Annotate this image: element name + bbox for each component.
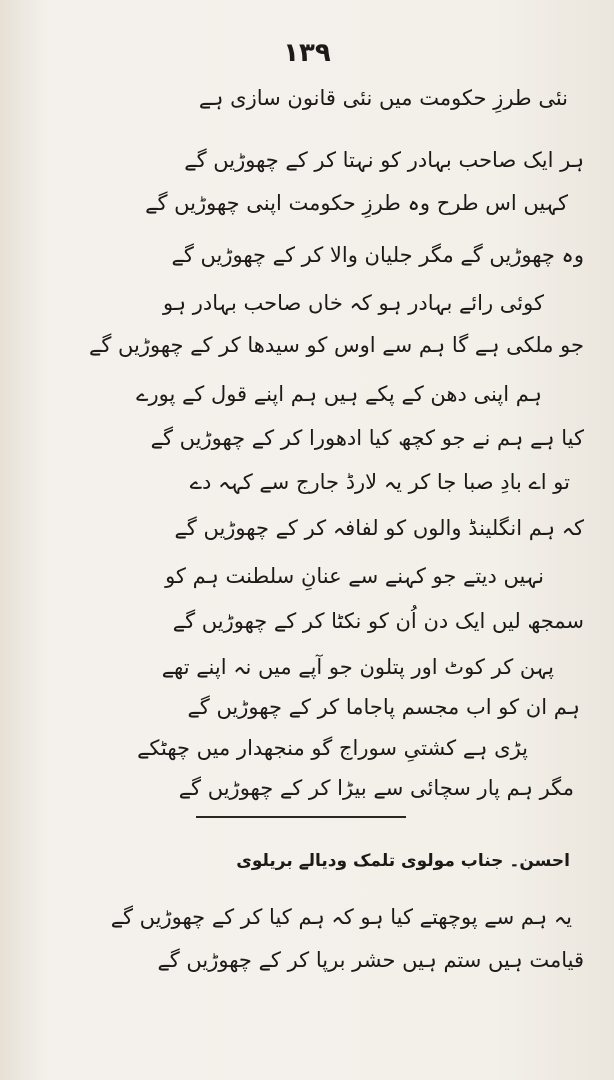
verse-line: کوئی رائے بہادر ہو کہ خاں صاحب بہادر ہو (162, 291, 544, 315)
verse-line: یہ ہم سے پوچھتے کیا ہو کہ ہم کیا کر کے چھوڑیں گے (110, 905, 572, 929)
verse-line: سمجھ لیں ایک دن اُن کو نکٹا کر کے چھوڑیں گے (172, 609, 584, 633)
verse-line: پڑی ہے کشتیِ سوراج گو منجھدار میں چھٹکے (137, 736, 528, 760)
verse-line: ہم اپنی دھن کے پکے ہیں ہم اپنے قول کے پورے (136, 382, 542, 406)
verse-line: کہیں اس طرح وہ طرزِ حکومت اپنی چھوڑیں گے (145, 191, 568, 215)
verse-line: پہن کر کوٹ اور پتلون جو آپے میں نہ اپنے تھے (161, 655, 554, 679)
verse-line: ہم ان کو اب مجسم پاجاما کر کے چھوڑیں گے (187, 695, 580, 719)
verse-line: نہیں دیتے جو کہنے سے عنانِ سلطنت ہم کو (165, 564, 544, 588)
verse-line: تو اے بادِ صبا جا کر یہ لارڈ جارج سے کہہ دے (189, 470, 570, 494)
page-number: ۱۳۹ (283, 38, 331, 68)
verse-line: جو ملکی ہے گا ہم سے اوس کو سیدھا کر کے چھوڑیں گے (89, 333, 584, 357)
verse-line: قیامت ہیں ستم ہیں حشر برپا کر کے چھوڑیں گے (157, 948, 584, 972)
verse-line: ہر ایک صاحب بہادر کو نہتا کر کے چھوڑیں گے (184, 148, 584, 172)
author-heading: احسن۔ جناب مولوی تلمک ودیالے بریلوی (236, 851, 570, 871)
verse-line: کیا ہے ہم نے جو کچھ کیا ادھورا کر کے چھوڑیں گے (150, 426, 584, 450)
verse-line: نئی طرزِ حکومت میں نئی قانون سازی ہے (198, 86, 568, 110)
section-divider (196, 816, 406, 818)
verse-line: کہ ہم انگلینڈ والوں کو لفافہ کر کے چھوڑیں گے (174, 516, 584, 540)
verse-line: وہ چھوڑیں گے مگر جلیان والا کر کے چھوڑیں گے (171, 243, 584, 267)
verse-line: مگر ہم پار سچائی سے بیڑا کر کے چھوڑیں گے (178, 776, 574, 800)
